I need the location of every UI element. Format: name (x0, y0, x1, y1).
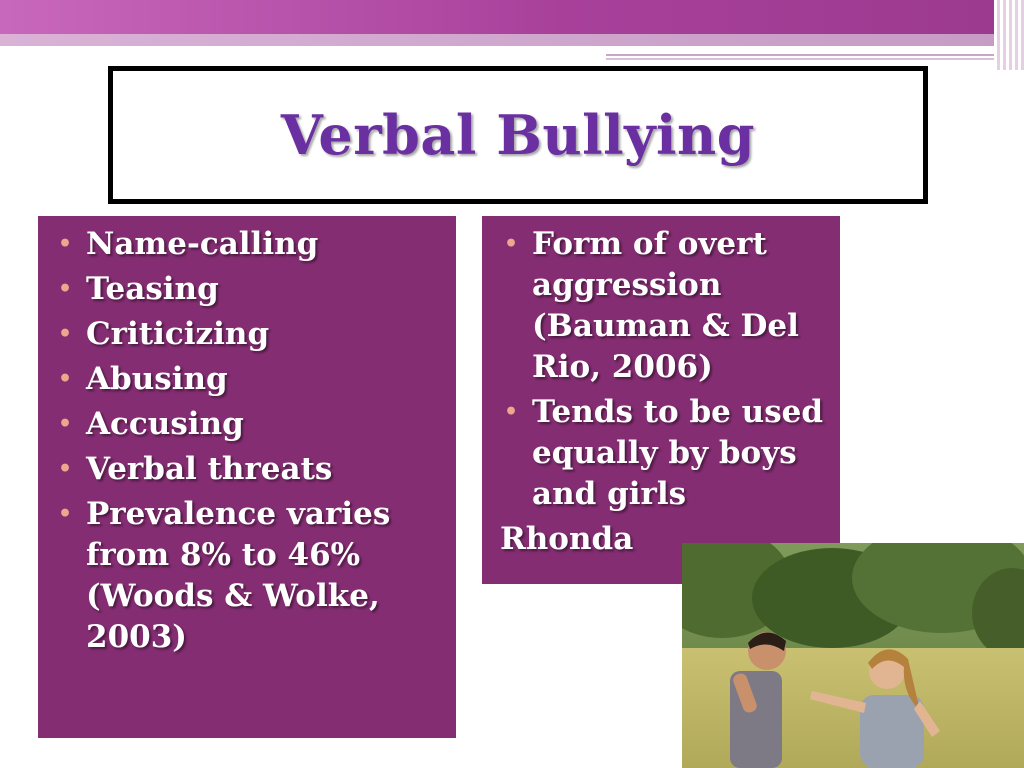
title-box (108, 66, 928, 204)
list-item: • Verbal threats (54, 449, 446, 490)
bullet-icon: • (58, 276, 73, 302)
slide-title: Verbal Bullying (280, 103, 756, 167)
bullet-icon: • (58, 366, 73, 392)
right-bullet-list (500, 224, 830, 515)
presenter-name: Rhonda (500, 521, 634, 557)
left-bullet-list (54, 224, 446, 658)
list-item: • Form of overt aggression (Bauman & Del Rio, 2006) (504, 226, 799, 385)
header-band (0, 0, 1024, 34)
bullet-icon: • (58, 501, 73, 527)
list-item: • Criticizing (54, 314, 446, 355)
left-panel (38, 216, 456, 738)
right-panel (482, 216, 840, 584)
list-item: • Teasing (54, 269, 446, 310)
list-item: • Accusing (54, 404, 446, 445)
header-line (606, 46, 1024, 56)
bullet-icon: • (58, 411, 73, 437)
bullet-icon: • (58, 456, 73, 482)
bullet-icon: • (58, 321, 73, 347)
header-line-secondary (606, 58, 1024, 60)
bullet-icon: • (504, 231, 519, 257)
list-item: • Name-calling (54, 224, 446, 265)
bullet-icon: • (504, 399, 519, 425)
list-item: • Tends to be used equally by boys and girls (504, 394, 824, 512)
photo-two-teens-arguing (682, 543, 1024, 768)
header-band-light (0, 34, 1024, 46)
header-stripes (994, 0, 1024, 70)
list-item: • Prevalence varies from 8% to 46% (Woods & Wolke, 2003) (58, 496, 391, 655)
list-item: • Abusing (54, 359, 446, 400)
bullet-icon: • (58, 231, 73, 257)
photo-illustration (682, 543, 1024, 768)
